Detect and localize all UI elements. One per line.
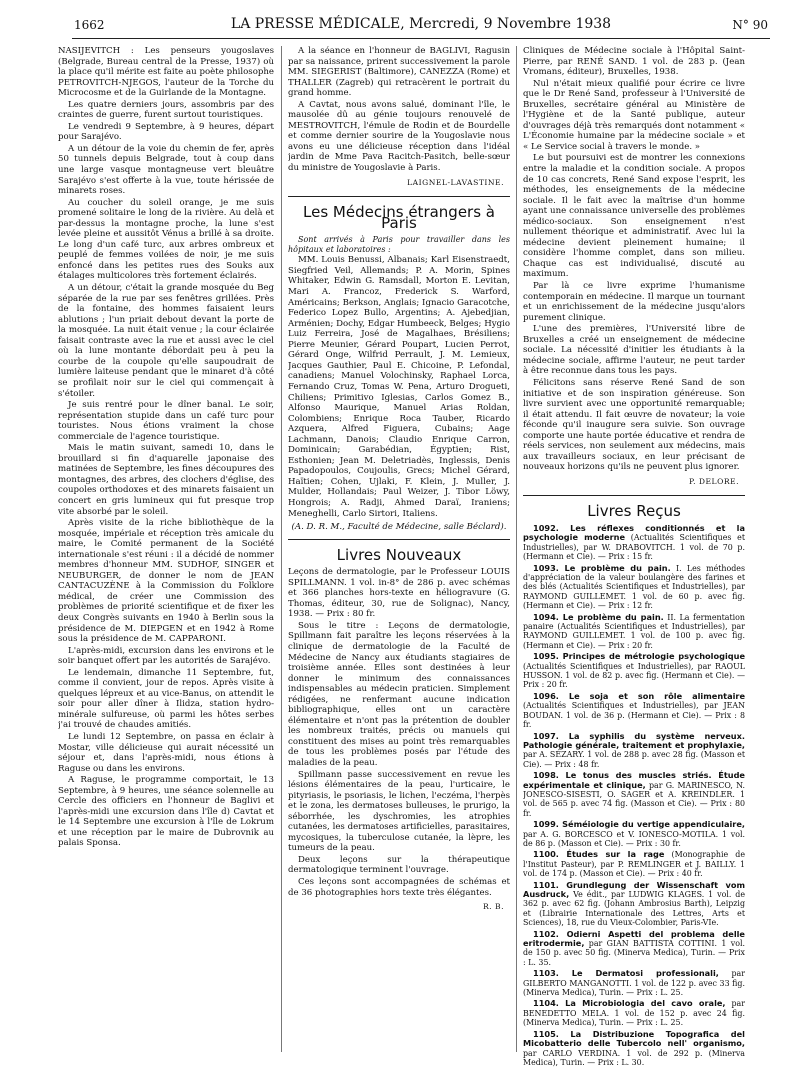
page-number: 1662 [74, 18, 105, 32]
entry-title: 1092. Les réflexes conditionnés et la psychologie moderne [523, 522, 745, 543]
entry-details: (Monographie de l'Institut Pasteur), par P. REMLINGER et J. BAILLY. 1 vol. de 174 p. (Masson et Cie). — Prix : 40 fr. [523, 850, 745, 879]
list-item [523, 732, 745, 770]
entry-details: par CARLO VERDINA. 1 vol. de 292 p. (Minerva Medica), Turin. — Prix : L. 30. [523, 1048, 745, 1067]
entry-details: Ve édit., par LUDWIG KLAGES. 1 vol. de 362 p. avec 62 fig. (Johann Ambrosius Barth), Leipzig et (Librairie Internationale des Lettres, Arts et Sciences), 18, rue du Vieux-Colombier, Paris-VIe. [523, 890, 745, 928]
paragraph: Le vendredi 9 Septembre, à 9 heures, départ pour Sarajévo. [58, 121, 274, 143]
issue-number: N° 90 [732, 18, 768, 32]
paragraph: Au coucher du soleil orange, je me suis promené solitaire le long de la rivière. Au delà et par-dessus la montagne proche, la lune s'est levée pleine et aussitôt Vénus a brillé à sa droite. Le long d'un café turc, aux arbres ombreux et peuplé de femmes voilées de noir, je me suis enfoncé dans les petites rues des Souks aux étalages multicolores très fortement éclairés. [58, 197, 274, 282]
column-rule [281, 46, 282, 1052]
paragraph: Mais le matin suivant, samedi 10, dans le brouillard si fin d'aquarelle japonaise des matinées de Septembre, les fines découpures des montagnes, des arbres, des clochers d'église, des coupoles orthodoxes et des minarets faisaient un concert en gris lumineux qui fut presque trop vite absorbé par le soleil. [58, 443, 274, 517]
entry-details: par A. G. BORCESCO et V. IONESCO-MOTILA. 1 vol. de 86 p. (Masson et Cie). — Prix : 30 fr. [523, 829, 745, 848]
entry-details: I. Les méthodes d'appréciation de la valeur boulangère des farines et des blés (Actualités Scientifiques et Industrielles), par RAYMOND GUILLEMET. 1 vol. de 60 p. avec fig. (Hermann et Cie). — Prix : 12 fr. [523, 563, 745, 611]
list-item [523, 930, 745, 968]
entry-title: 1105. La Distribuzione Topografica del Micobatterio delle Tubercolo nell' organismo, [523, 1028, 745, 1049]
column-3 [523, 46, 745, 1072]
source-note: (A. D. R. M., Faculté de Médecine, salle Béclard). [291, 522, 507, 533]
column-1 [58, 46, 274, 1072]
paragraph: Sous le titre : Leçons de dermatologie, Spillmann fait paraître les leçons réservées à la clinique de dermatologie de la Faculté de Médecine de Nancy aux étudiants stagiaires de troisième année. Elles sont destinées à leur donner le minimum des connaissances indispensables au médecin praticien. Simplement rédigées, ne renfermant aucune indication bibliographique, elles ont un caractère élémentaire et n'ont pas la prétention de doubler les nombreux traités, précis ou manuels qui constituent des mises au point très remarquables de tous les problèmes posés par l'étude des maladies de la peau. [288, 620, 510, 768]
paragraph: Spillmann passe successivement en revue les lésions élémentaires de la peau, l'urticaire, le pityriasis, le psoriasis, le lichen, l'eczéma, l'herpès et le zona, les dermatoses bulleuses, le prurigo, la séborrhée, les dyschromies, les atrophies cutanées, les dermatoses artificielles, parasitaires, mycosiques, la tuberculose cutanée, la lèpre, les tumeurs de la peau. [288, 769, 510, 854]
entry-title: 1100. Études sur la rage [533, 849, 665, 860]
paragraph: A un détour, c'était la grande mosquée du Beg séparée de la rue par ses fenêtres grillées. Près de la fontaine, des hommes faisaient leurs ablutions ; l'un priait debout devant la porte de la mosquée. La nuit était venue ; la cour éclairée faisait contraste avec la rue et aussi avec le ciel où la lune montante débordait peu à peu la courbe de la coupole qu'elle saupoudrait de lumière laiteuse pendant que le minaret d'à côté se profilait noir sur le ciel qui commençait à s'étoiler. [58, 283, 274, 399]
entry-details: (Actualités Scientifiques et Industrielles), par JEAN BOUDAN. 1 vol. de 36 p. (Hermann et Cie). — Prix : 8 fr. [523, 701, 745, 730]
section-heading: Les Médecins étrangers à Paris [288, 196, 510, 228]
signature: P. DELORE. [689, 476, 739, 486]
names-list: MM. Louis Benussi, Albanais; Karl Eisenstraedt, Siegfried Veil, Allemands; P. A. Morin, Spines Whitaker, Edwin G. Ramsdall, Morton E. Levitan, Mari A. Francoz, Frederick S. Warford, Américains; Berkson, Anglais; Ignacio Garacotche, Federico Lopez Bullo, Argentins; A. Ajebedjian, Arménien; Dochy, Edgar Humbeeck, Belges; Hygio Luiz Ferreira, José de Magalhaes, Brésiliens; Pierre Meunier, Gérard Poupart, Lucien Perrot, Gérard Onge, Wilfrid Perrault, J. M. Lemieux, Jacques Gauthier, Paul E. Chicoine, P. Lefondal, canadiens; Manuel Volochinsky, Raphael Lorca, Fernando Cruz, Tomas W. Pena, Arturo Drogueti, Chiliens; Primitivo Iglesias, Carlos Gomez B., Alfonso Maurique, Manuel Arias Roldan, Colombiens; Enrique Roca Tauber, Ricardo Azquera, Alfred Figuera, Cubains; Aage Lachmann, Danois; Claudio Enrique Carron, Dominicain; Garabédian, Égyptien; Rist, Esthonien; Jean M. Deletriadès, Inglessis, Denis Papadopoulos, Coujoulis, Grecs; Michel Gérard, Haïtien; Cohen, Ujlaki, F. Klein, J. Muller, J. Mulder, Hollandais; Paul Weizer, J. Tibor Löwy, Hongrois; A. Radji, Ahmed Daraï, Iraniens; Meneghelli, Carlo Sirtori, Italiens. [288, 255, 510, 519]
list-item [523, 881, 745, 928]
paragraph: Deux leçons sur la thérapeutique dermatologique terminent l'ouvrage. [288, 854, 510, 876]
entry-title: 1098. Le tonus des muscles striés. Étude expérimentale et clinique, [523, 770, 745, 790]
list-item [523, 652, 745, 690]
paragraph: L'une des premières, l'Université libre de Bruxelles a créé un enseignement de médecine sociale. La nécessité d'initier les étudiants à la médecine sociale, affirme l'auteur, ne peut tarder à être reconnue dans tous les pays. [523, 324, 745, 377]
entry-title: 1104. La Microbiologia del cavo orale, [533, 998, 726, 1009]
list-item [523, 613, 745, 651]
list-item [523, 1030, 745, 1068]
paragraph: A la séance en l'honneur de BAGLIVI, Ragusin par sa naissance, prirent successivement la parole MM. SIEGERIST (Baltimore), CANEZZA (Rome) et THALLER (Zagreb) qui retracèrent le portrait du grand homme. [288, 46, 510, 99]
entry-title: 1095. Principes de métrologie psychologique [533, 651, 745, 662]
entry-title: 1099. Séméiologie du vertige appendiculaire, [533, 819, 745, 830]
list-item [523, 692, 745, 730]
paragraph: A Raguse, le programme comportait, le 13 Septembre, à 9 heures, une séance solennelle au Cercle des officiers en l'honneur de Baglivi et l'après-midi une excursion dans l'île d) Cavtat et le 14 Septembre une excursion à l'île de Lokrum et une réception par le maire de Dubrovnik au palais Sponsa. [58, 775, 274, 849]
entry-title: 1101. Grundlegung der Wissenschaft vom Ausdruck, [523, 879, 745, 899]
entry-title: 1103. Le Dermatosi professionali, [533, 968, 719, 979]
intro-text: Sont arrivés à Paris pour travailler dans les hôpitaux et laboratoires : [288, 235, 510, 254]
paragraph: Félicitons sans réserve René Sand de son initiative et de son inspiration généreuse. Son livre survient avec une opportunité remarquable; il était attendu. Il fait œuvre de novateur; la voie féconde qu'il inaugure sera suivie. Son ouvrage comporte une haute portée éducative et rendra de réels services, non seulement aux médecins, mais aux travailleurs sociaux, en leur précisant de nouveaux horizons qu'ils ne peuvent plus ignorer. [523, 377, 745, 473]
list-item [523, 999, 745, 1027]
paragraph: Je suis rentré pour le dîner banal. Le soir, représentation stupide dans un café turc pour touristes. Nous étions vraiment la chose commerciale de l'agence touristique. [58, 400, 274, 442]
paragraph: A un détour de la voie du chemin de fer, après 50 tunnels depuis Belgrade, tout à coup dans une large vasque montagneuse vert bleuâtre Sarajévo s'est offerte à la vue, toute hérissée de minarets roses. [58, 143, 274, 197]
book-reference: Leçons de dermatologie, par le Professeur LOUIS SPILLMANN. 1 vol. in-8° de 286 p. avec schémas et 366 planches hors-texte en héliogravure (G. Thomas, éditeur, 30, rue de Solignac), Nancy, 1938. — Prix : 80 fr. [288, 567, 510, 620]
paragraph: L'après-midi, excursion dans les environs et le soir banquet offert par les autorités de Sarajévo. [58, 645, 274, 667]
list-item [523, 969, 745, 997]
paragraph: Après visite de la riche bibliothèque de la mosquée, impériale et réception très amicale du maire, le Comité permanent de la Société internationale s'est réuni : il a décidé de nommer membres d'honneur MM. SUDHOF, SINGER et NEUBURGER, de donner le nom de JEAN CANTACUZÈNE à la Commission du Folklore médical, de créer une Commission des problèmes de priorité scientifique et de fixer les deux Congrès suivants en 1940 à Berlin sous la présidence de M. DIEPGEN et en 1942 à Rome sous la présidence de M. CAPPARONI. [58, 518, 274, 645]
column-2 [288, 46, 510, 1072]
entry-details: (Actualités Scientifiques et Industrielles), par W. DRABOVITCH. 1 vol. de 70 p. (Hermann et Cie). — Prix : 15 fr. [523, 533, 745, 562]
page-header [72, 12, 770, 39]
section-heading: Livres Reçus [523, 495, 745, 517]
entry-details: par GILBERTO MANGANOTTI. 1 vol. de 122 p. avec 33 fig. (Minerva Medica), Turin. — Prix : L. 25. [523, 969, 745, 998]
paragraph: Le but poursuivi est de montrer les connexions entre la maladie et la condition sociale. A propos de 10 cas concrets, René Sand expose l'esprit, les méthodes, les enseignements de la médecine sociale. Il le fait avec la maîtrise d'un homme ayant une connaissance universelle des problèmes médico-sociaux. Son enseignement n'est nullement théorique et administratif. Avec lui la médecine devient pleinement humaine; il considère l'homme complet, dans son milieu. Chaque cas est individualisé, discuté au maximum. [523, 153, 745, 280]
list-item [523, 564, 745, 611]
paragraph: Les quatre derniers jours, assombris par des craintes de guerre, furent surtout touristiques. [58, 99, 274, 121]
entry-title: 1102. Odierni Aspetti del problema delle eritrodermie, [523, 928, 745, 949]
book-reference: Cliniques de Médecine sociale à l'Hôpital Saint-Pierre, par RENÉ SAND. 1 vol. de 283 p. (Jean Vromans, éditeur), Bruxelles, 1938. [523, 46, 745, 78]
entry-details: par A. SÉZARY. 1 vol. de 288 p. avec 28 fig. (Masson et Cie). — Prix : 48 fr. [523, 750, 745, 769]
signature: R. B. [482, 902, 504, 912]
entry-title: 1097. La syphilis du système nerveux. Pathologie générale, traitement et prophylaxie, [523, 730, 745, 750]
list-item [523, 820, 745, 848]
entry-details: par GIAN BATTISTA COTTINI. 1 vol. de 150 p. avec 50 fig. (Minerva Medica), Turin. — Prix : L. 35. [523, 939, 745, 967]
list-item [523, 850, 745, 878]
paragraph: A Cavtat, nous avons salué, dominant l'île, le mausolée dû au génie toujours renouvelé de MESTROVITCH, l'émule de Rodin et de Bourdelle et comme dernier sourire de la Yougoslavie nous avons eu une délicieuse réception dans l'idéal jardin de Mme Pava Racitch-Pasitch, belle-sœur du ministre de Yougoslavie à Paris. [288, 99, 510, 174]
entry-details: par G. MARINESCO, N. JONESCO-SISESTI, O. SAGER et A. KREINDLER. 1 vol. de 565 p. avec 74 fig. (Masson et Cie). — Prix : 80 fr. [523, 780, 745, 818]
list-item [523, 524, 745, 562]
paragraph: NASIJEVITCH : Les penseurs yougoslaves (Belgrade, Bureau central de la Presse, 1937) où la place qu'il mérite est faite au poète philosophe PETROVITCH-NJEGOS, l'auteur de la Torche du Microcosme et de la Guirlande de la Montagne. [58, 46, 274, 99]
signature: LAIGNEL-LAVASTINE. [407, 177, 504, 187]
paragraph: Le lendemain, dimanche 11 Septembre, fut, comme il convient, jour de repos. Après visite à quelques lépreux et au vice-Banus, on attendit le soir pour aller dîner à Ilidza, station hydro-minérale sulfureuse, où parmi les hôtes serbes j'ai trouvé de chaudes amitiés. [58, 667, 274, 731]
entry-details: II. La fermentation panaire (Actualités Scientifiques et Industrielles), par RAYMOND GUILLEMET. 1 vol. de 100 p. avec fig. (Hermann et Cie). — Prix : 20 fr. [523, 612, 745, 650]
paragraph: Le lundi 12 Septembre, on passa en éclair à Mostar, ville délicieuse qui aurait nécessité un séjour et, dans l'après-midi, nous étions à Raguse ou dans les environs. [58, 732, 274, 774]
journal-title: LA PRESSE MÉDICALE, Mercredi, 9 Novembre 1938 [230, 16, 612, 32]
paragraph: Ces leçons sont accompagnées de schémas et de 36 photographies hors texte très élégantes. [288, 877, 510, 898]
entry-details: (Actualités Scientifiques et Industrielles), par RAOUL HUSSON. 1 vol. de 82 p. avec fig. (Hermann et Cie). — Prix : 20 fr. [523, 661, 745, 690]
paragraph: Par là ce livre exprime l'humanisme contemporain en médecine. Il marque un tournant et un enrichissement de la médecine jusqu'alors purement clinique. [523, 281, 745, 323]
column-rule [516, 46, 517, 1052]
entry-title: 1094. Le problème du pain. [533, 611, 664, 622]
entry-details: par BENEDETTO MELA. 1 vol. de 152 p. avec 24 fig. (Minerva Medica), Turin. — Prix : L. 25. [523, 999, 745, 1028]
list-item [523, 771, 745, 818]
paragraph: Nul n'était mieux qualifié pour écrire ce livre que le Dr René Sand, professeur à l'Université de Bruxelles, secrétaire général au Ministère de l'Hygiène et de la Santé publique, auteur d'ouvrages déjà très remarqués dont notamment « L'Économie humaine par la médecine sociale » et « Le Service social à travers le monde. » [523, 78, 745, 152]
entry-title: 1093. Le problème du pain. [533, 562, 671, 573]
entry-title: 1096. Le soja et son rôle alimentaire [533, 690, 745, 701]
section-heading: Livres Nouveaux [288, 539, 510, 561]
books-received-list [523, 524, 745, 1067]
